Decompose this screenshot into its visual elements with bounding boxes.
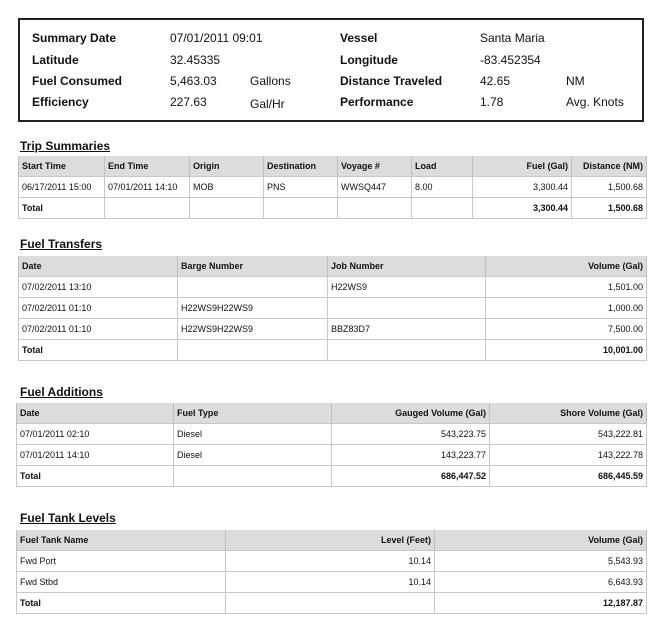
total-label: Total xyxy=(19,198,105,219)
efficiency-unit: Gal/Hr xyxy=(250,97,285,111)
table-cell: Fwd Stbd xyxy=(17,572,226,593)
table-cell xyxy=(264,198,338,219)
table-row xyxy=(17,445,647,466)
fuel-additions-title: Fuel Additions xyxy=(20,385,103,399)
performance-label: Performance xyxy=(340,95,414,109)
total-shore-volume: 686,445.59 xyxy=(490,466,647,487)
table-cell: 07/02/2011 01:10 xyxy=(19,298,178,319)
total-volume: 12,187.87 xyxy=(435,593,647,614)
table-cell: 1,000.00 xyxy=(486,298,647,319)
total-label: Total xyxy=(19,340,178,361)
table-cell xyxy=(178,277,328,298)
efficiency-value: 227.63 xyxy=(170,95,207,109)
efficiency-label: Efficiency xyxy=(32,95,89,109)
fuel-tank-levels-table xyxy=(16,530,647,614)
table-header-row xyxy=(17,403,647,424)
table-cell: 07/01/2011 02:10 xyxy=(17,424,174,445)
summary-date-value: 07/01/2011 09:01 xyxy=(170,31,263,45)
table-cell: MOB xyxy=(190,177,264,198)
performance-value: 1.78 xyxy=(480,95,504,109)
summary-panel xyxy=(18,18,644,122)
fuel-transfers-title: Fuel Transfers xyxy=(20,237,103,251)
summary-row-date xyxy=(20,31,642,51)
distance-value: 42.65 xyxy=(480,74,511,88)
total-row xyxy=(17,593,647,614)
col-end-time: End Time xyxy=(105,156,190,177)
latitude-value: 32.45335 xyxy=(170,53,221,67)
total-label: Total xyxy=(17,593,226,614)
fuel-consumed-unit: Gallons xyxy=(250,74,291,88)
longitude-value: -83.452354 xyxy=(480,53,541,67)
col-destination: Destination xyxy=(264,156,338,177)
fuel-additions-table xyxy=(16,403,647,487)
table-cell: H22WS9H22WS9 xyxy=(178,319,328,340)
total-distance: 1,500.68 xyxy=(572,198,647,219)
table-cell: 143,222.78 xyxy=(490,445,647,466)
distance-unit: NM xyxy=(566,74,585,88)
table-header-row xyxy=(19,256,647,277)
table-cell xyxy=(174,466,332,487)
vessel-label: Vessel xyxy=(340,31,378,45)
table-cell xyxy=(105,198,190,219)
summary-date-label: Summary Date xyxy=(32,31,117,45)
performance-unit: Avg. Knots xyxy=(566,95,624,109)
table-cell: 10.14 xyxy=(226,572,435,593)
table-cell: 07/02/2011 01:10 xyxy=(19,319,178,340)
col-shore-volume: Shore Volume (Gal) xyxy=(490,403,647,424)
table-cell xyxy=(226,593,435,614)
table-cell: 1,501.00 xyxy=(486,277,647,298)
table-cell: 06/17/2011 15:00 xyxy=(19,177,105,198)
table-cell: Fwd Port xyxy=(17,551,226,572)
table-row xyxy=(19,277,647,298)
total-gauged-volume: 686,447.52 xyxy=(332,466,490,487)
col-start-time: Start Time xyxy=(19,156,105,177)
table-cell: 143,223.77 xyxy=(332,445,490,466)
summary-row-fuel xyxy=(20,74,642,94)
table-cell: 7,500.00 xyxy=(486,319,647,340)
table-cell: 07/01/2011 14:10 xyxy=(17,445,174,466)
trip-summaries-table xyxy=(18,156,647,219)
table-row xyxy=(19,319,647,340)
col-distance: Distance (NM) xyxy=(572,156,647,177)
table-cell xyxy=(328,298,486,319)
distance-label: Distance Traveled xyxy=(340,74,443,88)
col-job-number: Job Number xyxy=(328,256,486,277)
col-tank-name: Fuel Tank Name xyxy=(17,530,226,551)
table-cell: 8.00 xyxy=(412,177,473,198)
table-cell: 07/02/2011 13:10 xyxy=(19,277,178,298)
total-row xyxy=(19,198,647,219)
table-row xyxy=(17,424,647,445)
table-cell: 6,643.93 xyxy=(435,572,647,593)
col-date: Date xyxy=(19,256,178,277)
table-cell xyxy=(190,198,264,219)
longitude-label: Longitude xyxy=(340,53,398,67)
vessel-value: Santa Maria xyxy=(480,31,545,45)
total-row xyxy=(19,340,647,361)
latitude-label: Latitude xyxy=(32,53,79,67)
table-cell xyxy=(412,198,473,219)
col-origin: Origin xyxy=(190,156,264,177)
fuel-consumed-label: Fuel Consumed xyxy=(32,74,123,88)
total-label: Total xyxy=(17,466,174,487)
table-cell: 3,300.44 xyxy=(473,177,572,198)
table-header-row xyxy=(17,530,647,551)
col-date: Date xyxy=(17,403,174,424)
col-load: Load xyxy=(412,156,473,177)
table-cell: BBZ83D7 xyxy=(328,319,486,340)
total-fuel: 3,300.44 xyxy=(473,198,572,219)
fuel-consumed-value: 5,463.03 xyxy=(170,74,217,88)
table-row xyxy=(17,572,647,593)
summary-row-efficiency xyxy=(20,95,642,115)
summary-row-position xyxy=(20,53,642,73)
fuel-transfers-table xyxy=(18,256,647,361)
col-gauged-volume: Gauged Volume (Gal) xyxy=(332,403,490,424)
table-row xyxy=(17,551,647,572)
table-cell xyxy=(338,198,412,219)
fuel-tank-levels-title: Fuel Tank Levels xyxy=(20,511,116,525)
table-cell: WWSQ447 xyxy=(338,177,412,198)
col-volume: Volume (Gal) xyxy=(486,256,647,277)
table-cell: H22WS9H22WS9 xyxy=(178,298,328,319)
table-cell: PNS xyxy=(264,177,338,198)
table-cell: 543,222.81 xyxy=(490,424,647,445)
table-cell: Diesel xyxy=(174,424,332,445)
table-row xyxy=(19,298,647,319)
col-volume: Volume (Gal) xyxy=(435,530,647,551)
table-row xyxy=(19,177,647,198)
table-cell: H22WS9 xyxy=(328,277,486,298)
trip-summaries-title: Trip Summaries xyxy=(20,139,111,153)
col-barge-number: Barge Number xyxy=(178,256,328,277)
table-cell: 543,223.75 xyxy=(332,424,490,445)
total-row xyxy=(17,466,647,487)
col-level: Level (Feet) xyxy=(226,530,435,551)
table-cell: 10.14 xyxy=(226,551,435,572)
total-volume: 10,001.00 xyxy=(486,340,647,361)
col-fuel-type: Fuel Type xyxy=(174,403,332,424)
table-cell: 1,500.68 xyxy=(572,177,647,198)
table-cell xyxy=(328,340,486,361)
table-cell: 07/01/2011 14:10 xyxy=(105,177,190,198)
table-cell: 5,543.93 xyxy=(435,551,647,572)
col-voyage: Voyage # xyxy=(338,156,412,177)
table-header-row xyxy=(19,156,647,177)
table-cell xyxy=(178,340,328,361)
table-cell: Diesel xyxy=(174,445,332,466)
col-fuel: Fuel (Gal) xyxy=(473,156,572,177)
